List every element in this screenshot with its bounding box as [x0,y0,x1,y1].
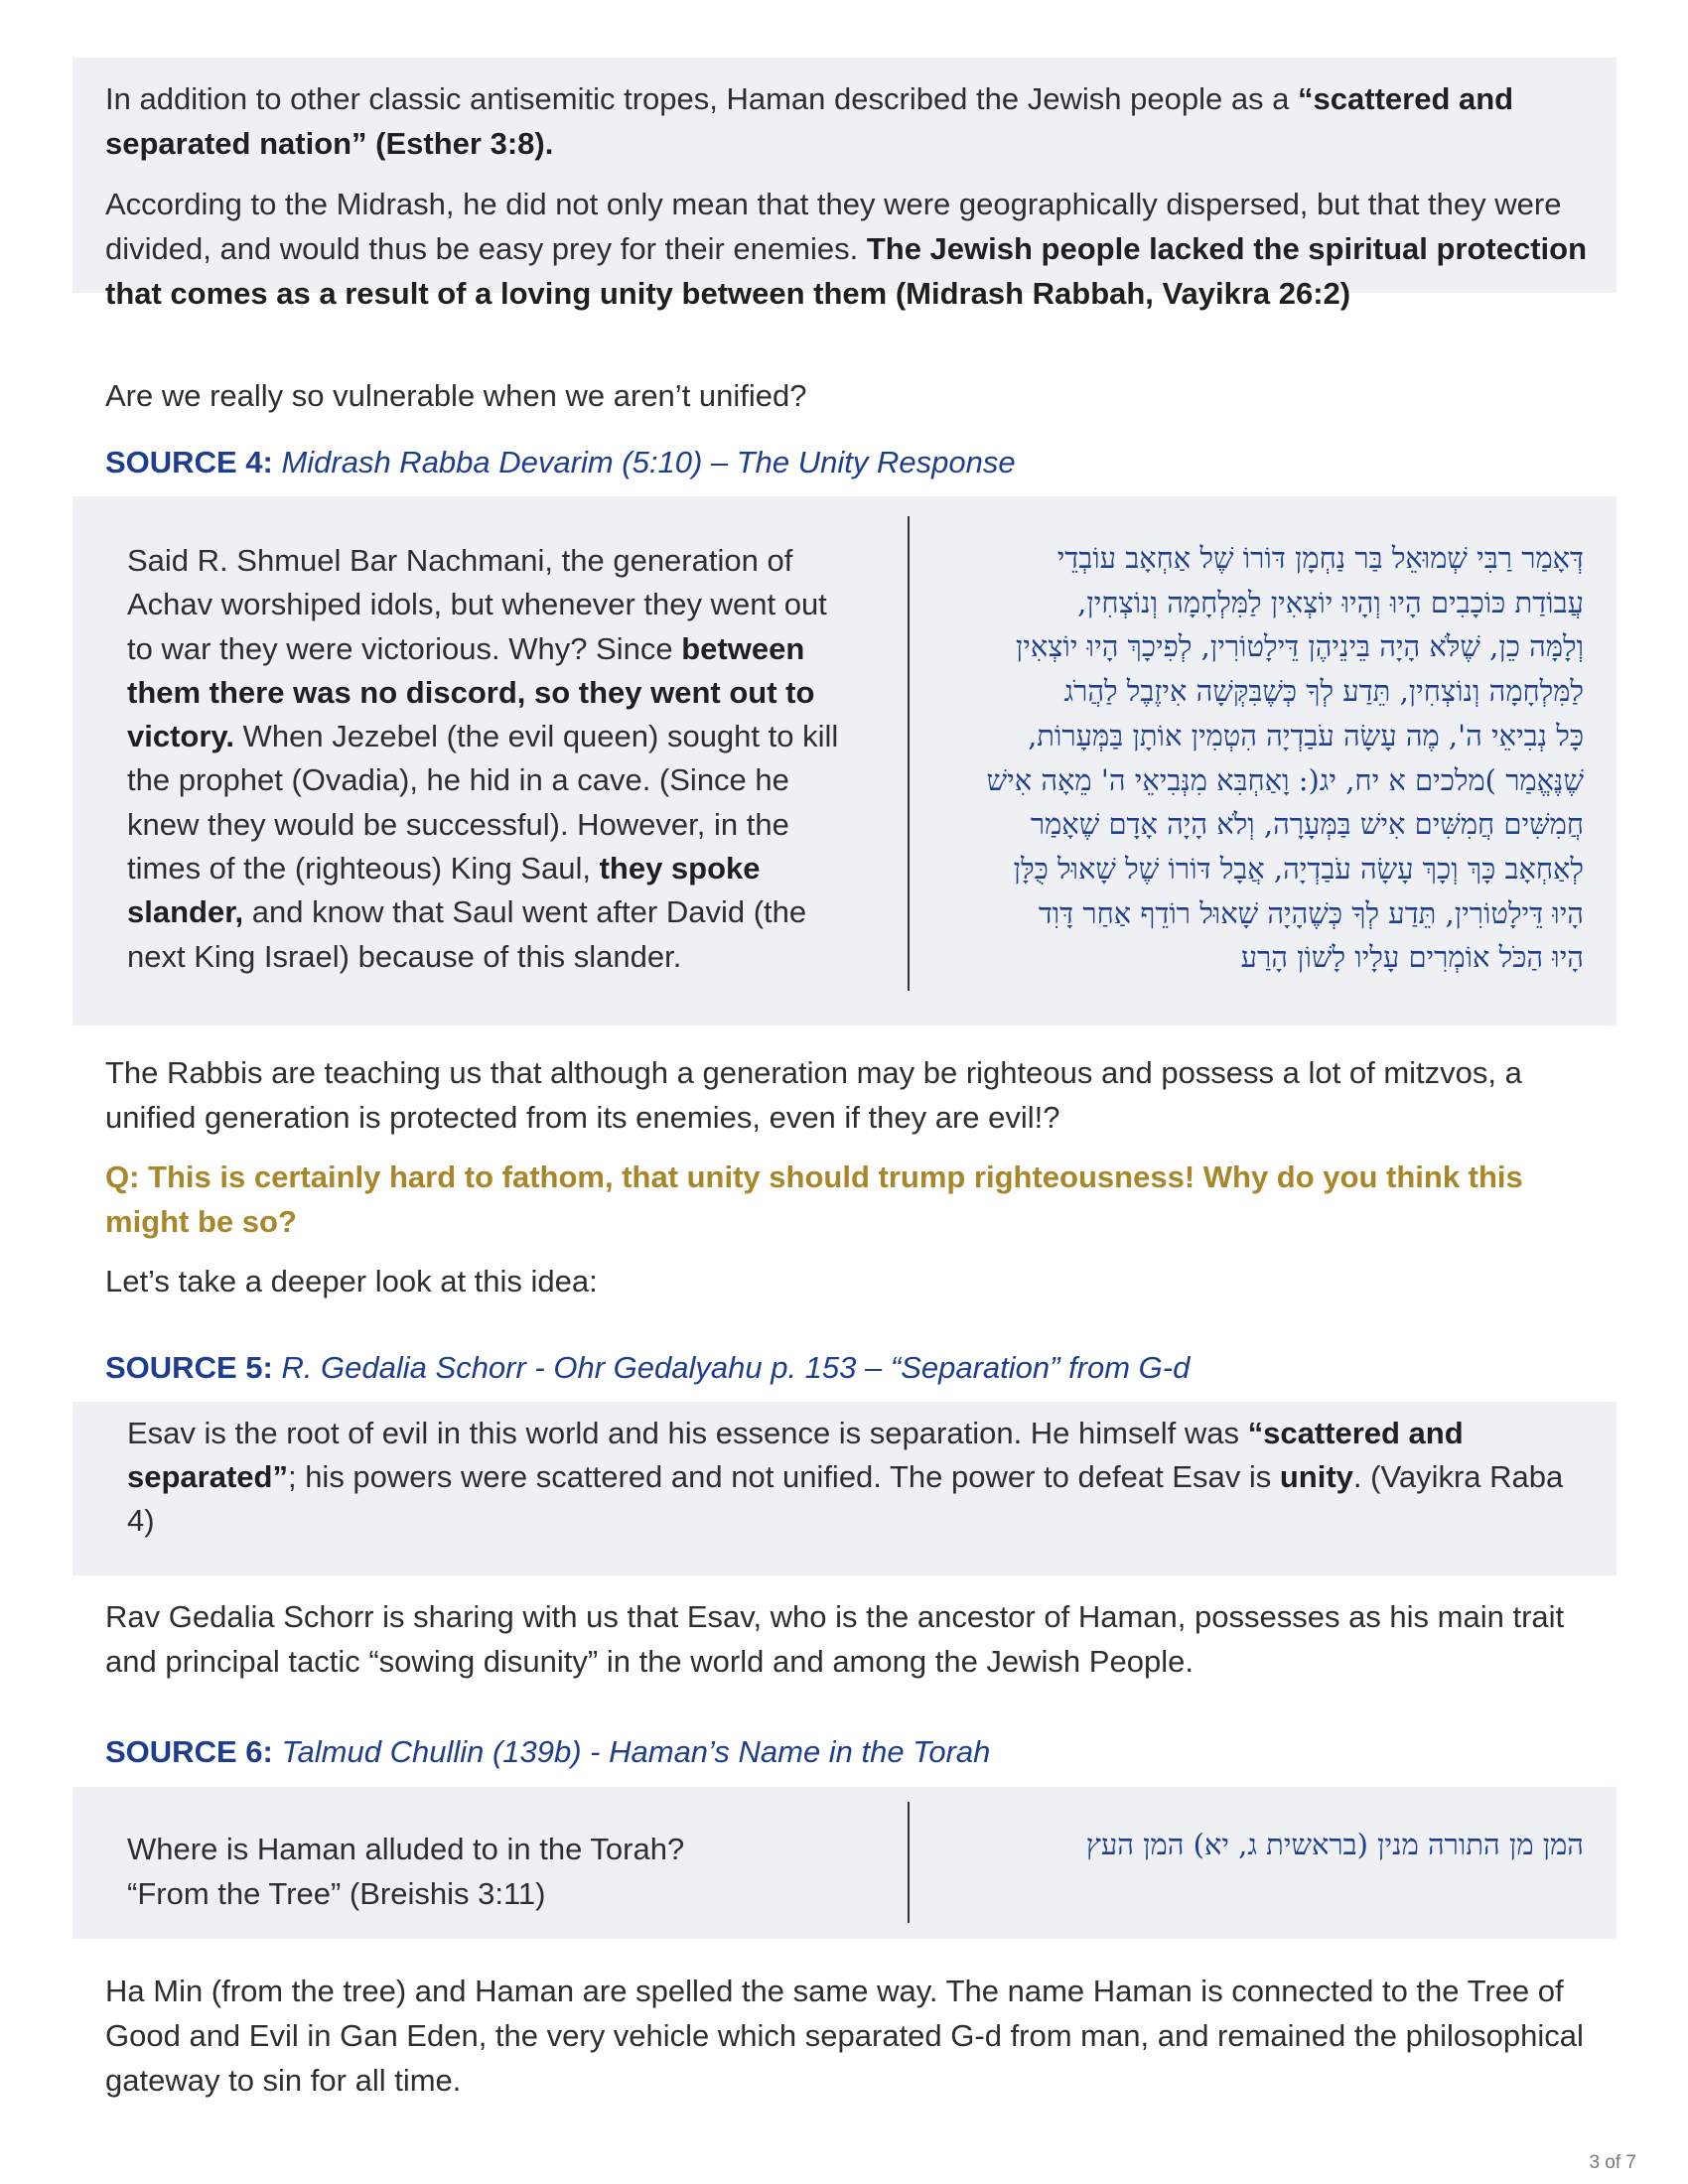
page-number: 3 of 7 [1589,2152,1636,2173]
source-4-en-part: When Jezebel (the evil queen) sought to kill the prophet (Ovadia), he hid in a cave. (Since he knew they would be successful). However, in the times of the (righteous) King Saul, [127,719,839,887]
source-5-label: SOURCE 5: [105,1350,273,1385]
source-4-title: Midrash Rabba Devarim (5:10) – The Unity Response [281,445,1016,479]
source-5-part: . (Vayikra Raba 4) [127,1459,1564,1538]
hebrew-line: לַמִּלְחָמָה וְנוֹצְחִין, תֵּדַע לְךָ כְּשֶׁבִּקְּשָׁה אִיזֶבֶל לַהֲרֹג [1063,674,1584,709]
source-6-heading [105,1732,1595,1772]
source-6-label: SOURCE 6: [105,1734,273,1769]
source-5-bold: unity [1279,1459,1353,1494]
source-5-part: ; his powers were scattered and not unified. The power to defeat Esav is [287,1459,1280,1494]
rabbis-teaching-paragraph: The Rabbis are teaching us that although a generation may be righteous and possess a lot of mitzvos, a unified generation is protected from its enemies, even if they are evil!? [105,1055,1522,1135]
source-4-en-part: and know that Saul went after David (the next King Israel) because of this slander. [127,894,807,974]
intro-text: In addition to other classic antisemitic tropes, Haman described the Jewish people as a [105,81,1299,116]
source-6-title: Talmud Chullin (139b) - Haman’s Name in the Torah [281,1734,991,1769]
source-5-part: Esav is the root of evil in this world and his essence is separation. He himself was [127,1416,1248,1450]
deeper-look-text: Let’s take a deeper look at this idea: [105,1264,598,1298]
source-4-en-bold: between them there was no discord, so they went out to victory. [127,630,815,754]
discussion-question: Q: This is certainly hard to fathom, that unity should trump righteousness! Why do you think this might be so? [105,1160,1523,1239]
source-5-heading [105,1348,1595,1388]
hebrew-line: כָּל נְבִיאֵי ה', מֶה עָשָׂה עֹבַדְיָה הִטְמִין אוֹתָן בַּמְּעָרוֹת, [1028,718,1584,752]
source-4-heading [105,443,1595,482]
intro-paragraph-1 [105,76,1595,166]
hebrew-line: דְּאָמַר רַבִּי שְׁמוּאֵל בַּר נַחְמָן דּוֹרוֹ שֶׁל אַחְאָב עוֹבְדֵי [1056,541,1584,575]
midrash-explanation: According to the Midrash, he did not only mean that they were geographically dispersed, but that they were divided, and would thus be easy prey for their enemies. [105,187,1562,266]
esav-paragraph: Rav Gedalia Schorr is sharing with us that Esav, who is the ancestor of Haman, possesses as his main trait and principal tactic “sowing disunity” in the world and among the Jewish People. [105,1599,1565,1679]
hebrew-line: לְאַחְאָב כָּךְ וְכָךְ עָשָׂה עֹבַדְיָה, אֲבָל דּוֹרוֹ שֶׁל שָׁאוּל כֻּלָּן [1013,851,1584,886]
closing-paragraph: Ha Min (from the tree) and Haman are spelled the same way. The name Haman is connected to the Tree of Good and Evil in Gan Eden, the very vehicle which separated G-d from man, and remained the philosophical gateway to sin for all time. [105,1974,1584,2098]
hebrew-line: הָיוּ הַכֹּל אוֹמְרִים עָלָיו לָשׁוֹן הָרַע [1240,940,1584,975]
source-6-english [127,1827,882,1916]
hebrew-line: הָיוּ דֵּילָטוֹרִין, תֵּדַע לְךָ כְּשֶׁהָיָה שָׁאוּל רוֹדֵף אַחַר דָּוִד [1038,895,1584,930]
source-5-bold: “scattered and separated” [127,1416,1464,1494]
intro-paragraph-2 [105,182,1595,316]
hebrew-line: עֲבוֹדַת כּוֹכָבִים הָיוּ וְהָיוּ יוֹצְאִין לַמִּלְחָמָה וְנוֹצְחִין, [1077,585,1584,619]
hebrew-line: וְלָמָּה כֵן, שֶׁלֹּא הָיָה בֵּינֵיהֶן דֵּילָטוֹרִין, לְפִיכָךְ הָיוּ יוֹצְאִין [1015,629,1584,664]
source-4-english [127,539,857,979]
source-4-hebrew [938,536,1584,980]
column-divider [908,516,910,991]
source-6-en-line: Where is Haman alluded to in the Torah? [127,1832,685,1866]
source-4-en-part: Said R. Shmuel Bar Nachmani, the generation of Achav worshiped idols, but whenever they went out to war they were victorious. Why? Since [127,543,827,666]
hebrew-line: חֲמִשִּׁים חֲמִשִּׁים אִישׁ בַּמְּעָרָה, וְלֹא הָיָה אָדָם שֶׁאָמַר [1030,807,1584,842]
source-5-text [127,1412,1577,1543]
source-6-en-line: “From the Tree” (Breishis 3:11) [127,1876,546,1911]
midrash-emphasis: The Jewish people lacked the spiritual protection that comes as a result of a loving unity between them (Midrash Rabbah, Vayikra 26:2) [105,231,1588,311]
source-5-title: R. Gedalia Schorr - Ohr Gedalyahu p. 153 – “Separation” from G-d [281,1350,1191,1385]
source-6-hebrew: המן מן התורה מנין (בראשית ג, יא) המן העץ [1085,1828,1584,1861]
source-4-en-bold: they spoke slander, [127,851,761,930]
column-divider [908,1802,910,1923]
intro-quote: “scattered and separated nation” (Esther 3:8). [105,81,1514,161]
intro-question: Are we really so vulnerable when we aren’t unified? [105,378,807,413]
hebrew-line: שֶׁנֶּאֱמַר )מלכים א יח, יג(: וָאַחְבִּא מִנְּבִיאֵי ה' מֵאָה אִישׁ [986,762,1584,797]
source-4-label: SOURCE 4: [105,445,273,479]
